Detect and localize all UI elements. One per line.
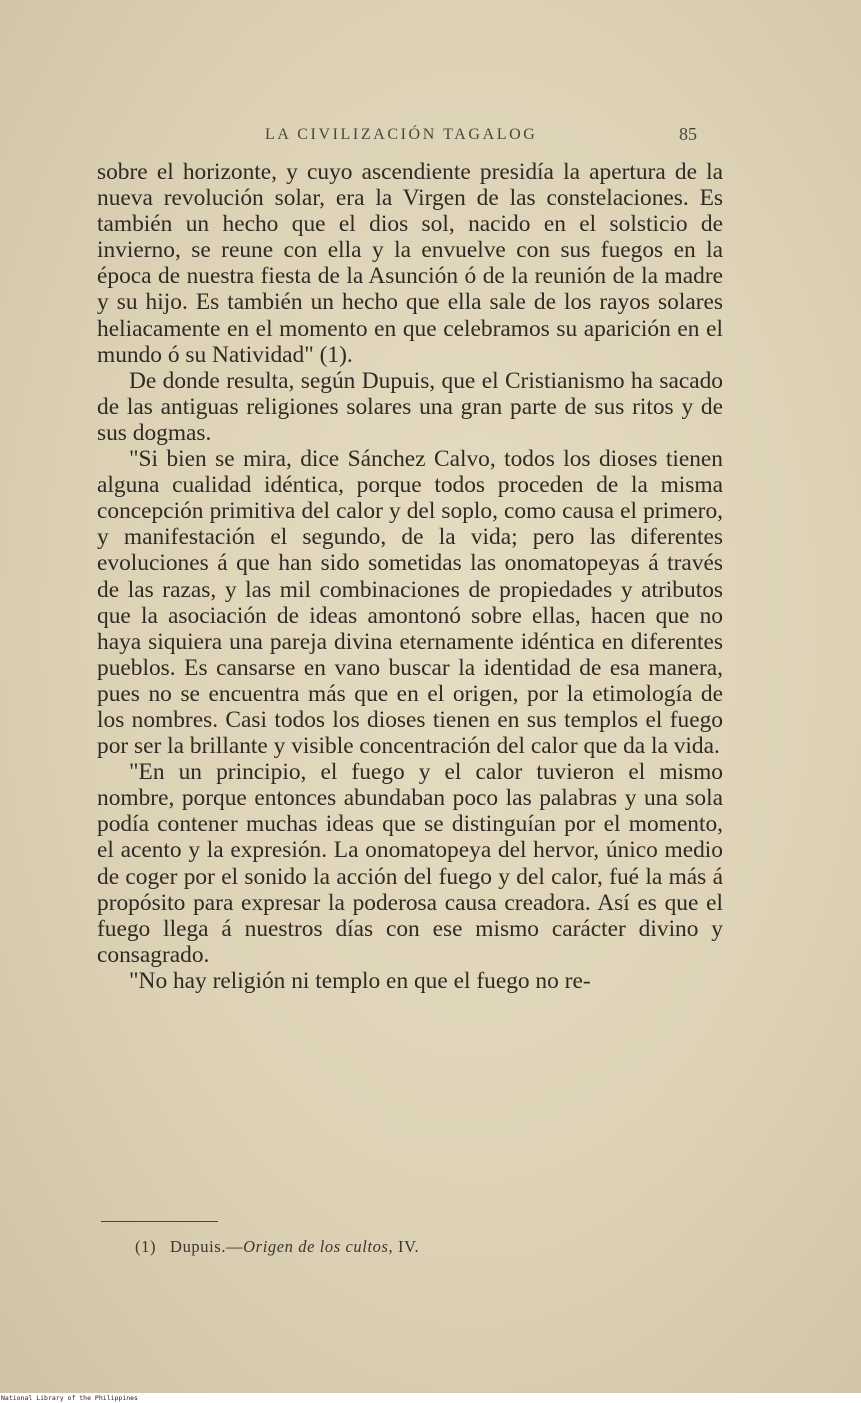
page-header xyxy=(0,126,861,150)
paragraph-3: "Si bien se mira, dice Sánchez Calvo, todos los dioses tienen alguna cualidad idéntica, porque todos proceden de la misma concepción primitiva del calor y del soplo, como causa el primero, y manifestación el segundo, de la vida; pero las diferentes evoluciones á que han sido sometidas las onomatopeyas á través de las razas, y las mil combinaciones de propiedades y atributos que la asociación de ideas amontonó sobre ellas, hacen que no haya siquiera una pareja divina eternamente idéntica en diferentes pueblos. Es cansarse en vano buscar la identidad de esa manera, pues no se encuentra más que en el origen, por la etimología de los nombres. Casi todos los dioses tienen en sus templos el fuego por ser la brillante y visible concentración del calor que da la vida. xyxy=(97,446,723,760)
body-text xyxy=(97,159,723,994)
paragraph-4: "En un principio, el fuego y el calor tuvieron el mismo nombre, porque entonces abundaban poco las palabras y una sola podía contener muchas ideas que se distinguían por el momento, el acento y la expresión. La onomatopeya del hervor, único medio de coger por el sonido la acción del fuego y del calor, fué la más á propósito para expresar la poderosa causa creadora. Así es que el fuego llega á nuestros días con ese mismo carácter divino y consagrado. xyxy=(97,759,723,968)
paragraph-5: "No hay religión ni templo en que el fuego no re- xyxy=(129,967,591,994)
footnote-suffix: , IV. xyxy=(388,1237,420,1256)
footnote-title: Origen de los cultos xyxy=(243,1237,389,1256)
scan-footer xyxy=(0,1393,861,1403)
page-number: 85 xyxy=(679,124,697,144)
paragraph-1: sobre el horizonte, y cuyo ascendiente presidía la apertura de la nueva revolución solar, era la Virgen de las constelaciones. Es también un hecho que el dios sol, nacido en el solsticio de invierno, se reune con ella y la envuelve con sus fuegos en la época de nuestra fiesta de la Asunción ó de la reunión de la madre y su hijo. Es también un hecho que ella sale de los rayos solares heliacamente en el momento en que celebramos su aparición en el mundo ó su Natividad" (1). xyxy=(97,159,723,368)
footnote-marker: (1) xyxy=(135,1237,157,1256)
footnote-divider xyxy=(101,1221,218,1222)
footnote xyxy=(135,1237,419,1257)
library-credit: National Library of the Philippines xyxy=(1,1394,138,1402)
paragraph-2: De donde resulta, según Dupuis, que el Cristianismo ha sacado de las antiguas religiones solares una gran parte de sus ritos y de sus dogmas. xyxy=(97,367,723,446)
footnote-author: Dupuis.— xyxy=(170,1237,244,1256)
running-title: LA CIVILIZACIÓN TAGALOG xyxy=(265,126,538,143)
